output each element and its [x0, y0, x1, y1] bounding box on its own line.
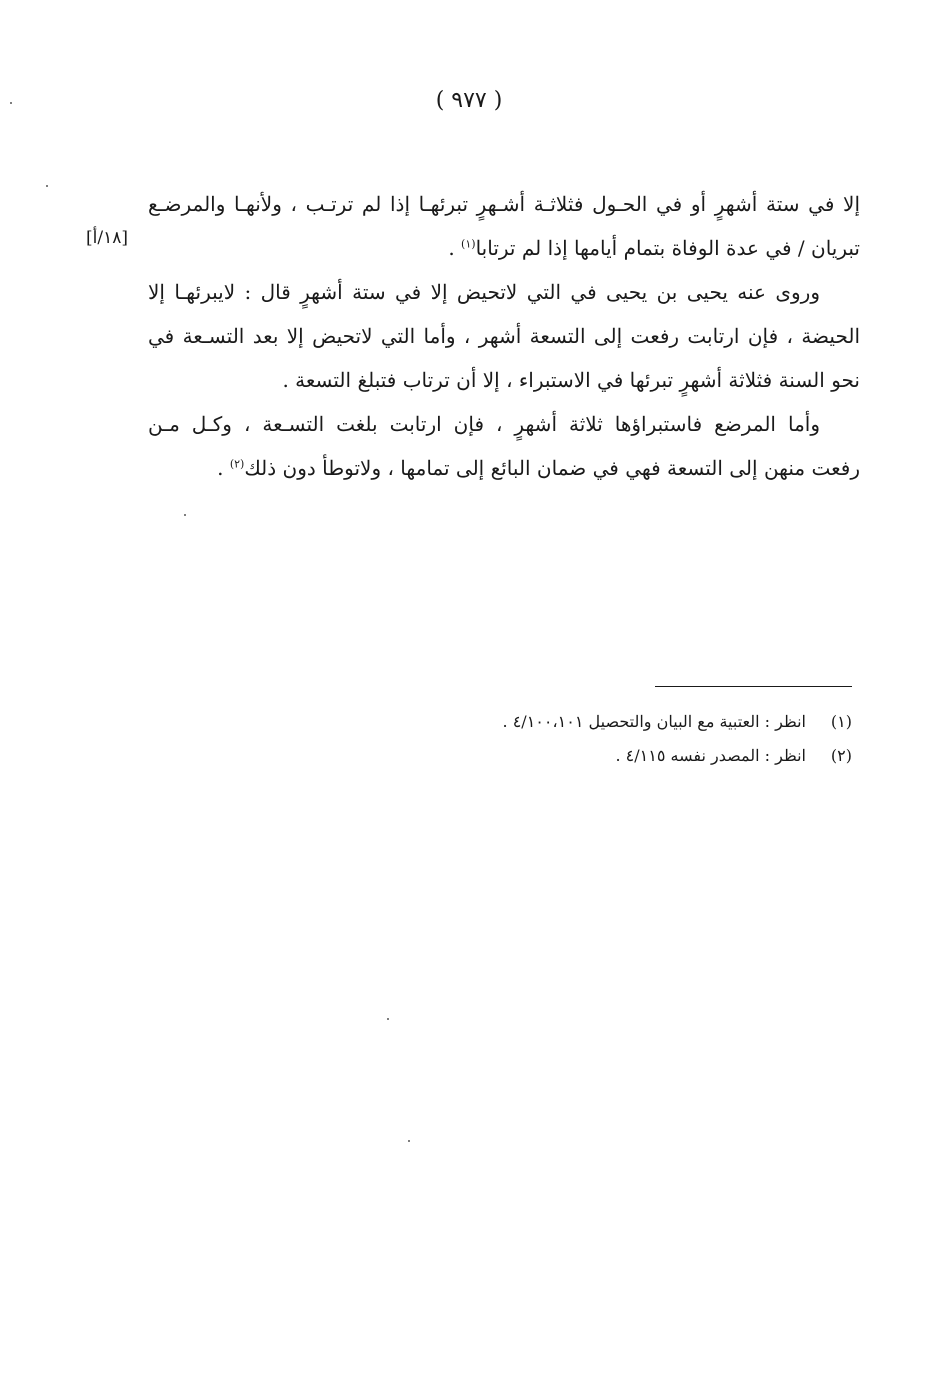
scan-speck [46, 185, 48, 187]
footnote-number: (٢) [830, 746, 852, 765]
footnote-number: (١) [830, 712, 852, 731]
footnote-text: انظر : العتبية مع البيان والتحصيل ٤/١٠٠،١٠١ . [502, 712, 806, 731]
scan-speck [10, 102, 12, 104]
footnote-text: انظر : المصدر نفسه ٤/١١٥ . [615, 746, 806, 765]
page-number: ( ٩٧٧ ) [435, 88, 503, 113]
text-line: نحو السنة فثلاثة أشهرٍ تبرئها في الاستبراء ، إلا أن ترتاب فتبلغ التسعة . [282, 368, 860, 392]
text-line: إلا في ستة أشهرٍ أو في الحـول فثلاثـة أشـهرٍ تبرئهـا إذا لم ترتـب ، ولأنهـا والمرضـع [148, 192, 860, 216]
footnote-item [503, 705, 852, 739]
text-segment: . [448, 236, 462, 260]
paragraph-1 [148, 182, 860, 270]
footnote-marker: (٢) [229, 457, 245, 471]
text-line: وأما المرضع فاستبراؤها ثلاثة أشهرٍ ، فإن ارتابت بلغت التسـعة ، وكـل مـن [148, 412, 820, 436]
footnote-separator [655, 686, 852, 687]
margin-folio-reference: [١٨/أ] [86, 228, 128, 248]
footnote-marker: (١) [461, 237, 476, 251]
text-segment: . [217, 456, 230, 480]
footnote-item [503, 739, 852, 773]
scan-speck [408, 1140, 410, 1142]
scan-speck [184, 514, 186, 516]
text-line [148, 446, 860, 490]
footnotes [503, 705, 852, 773]
text-line [148, 226, 860, 270]
paragraph-2 [148, 270, 860, 402]
body-text [148, 182, 860, 490]
text-line: وروى عنه يحيى بن يحيى في التي لاتحيض إلا في ستة أشهرٍ قال : لايبرئهـا إلا [148, 280, 820, 304]
text-segment: تبريان / في عدة الوفاة بتمام أيامها إذا لم ترتابا [475, 236, 860, 260]
text-segment: رفعت منهن إلى التسعة فهي في ضمان البائع إلى تمامها ، ولاتوطأ دون ذلك [244, 456, 860, 480]
scan-speck [387, 1018, 389, 1020]
text-line: الحيضة ، فإن ارتابت رفعت إلى التسعة أشهر ، وأما التي لاتحيض إلا بعد التسـعة في [148, 324, 860, 348]
paragraph-3 [148, 402, 860, 490]
